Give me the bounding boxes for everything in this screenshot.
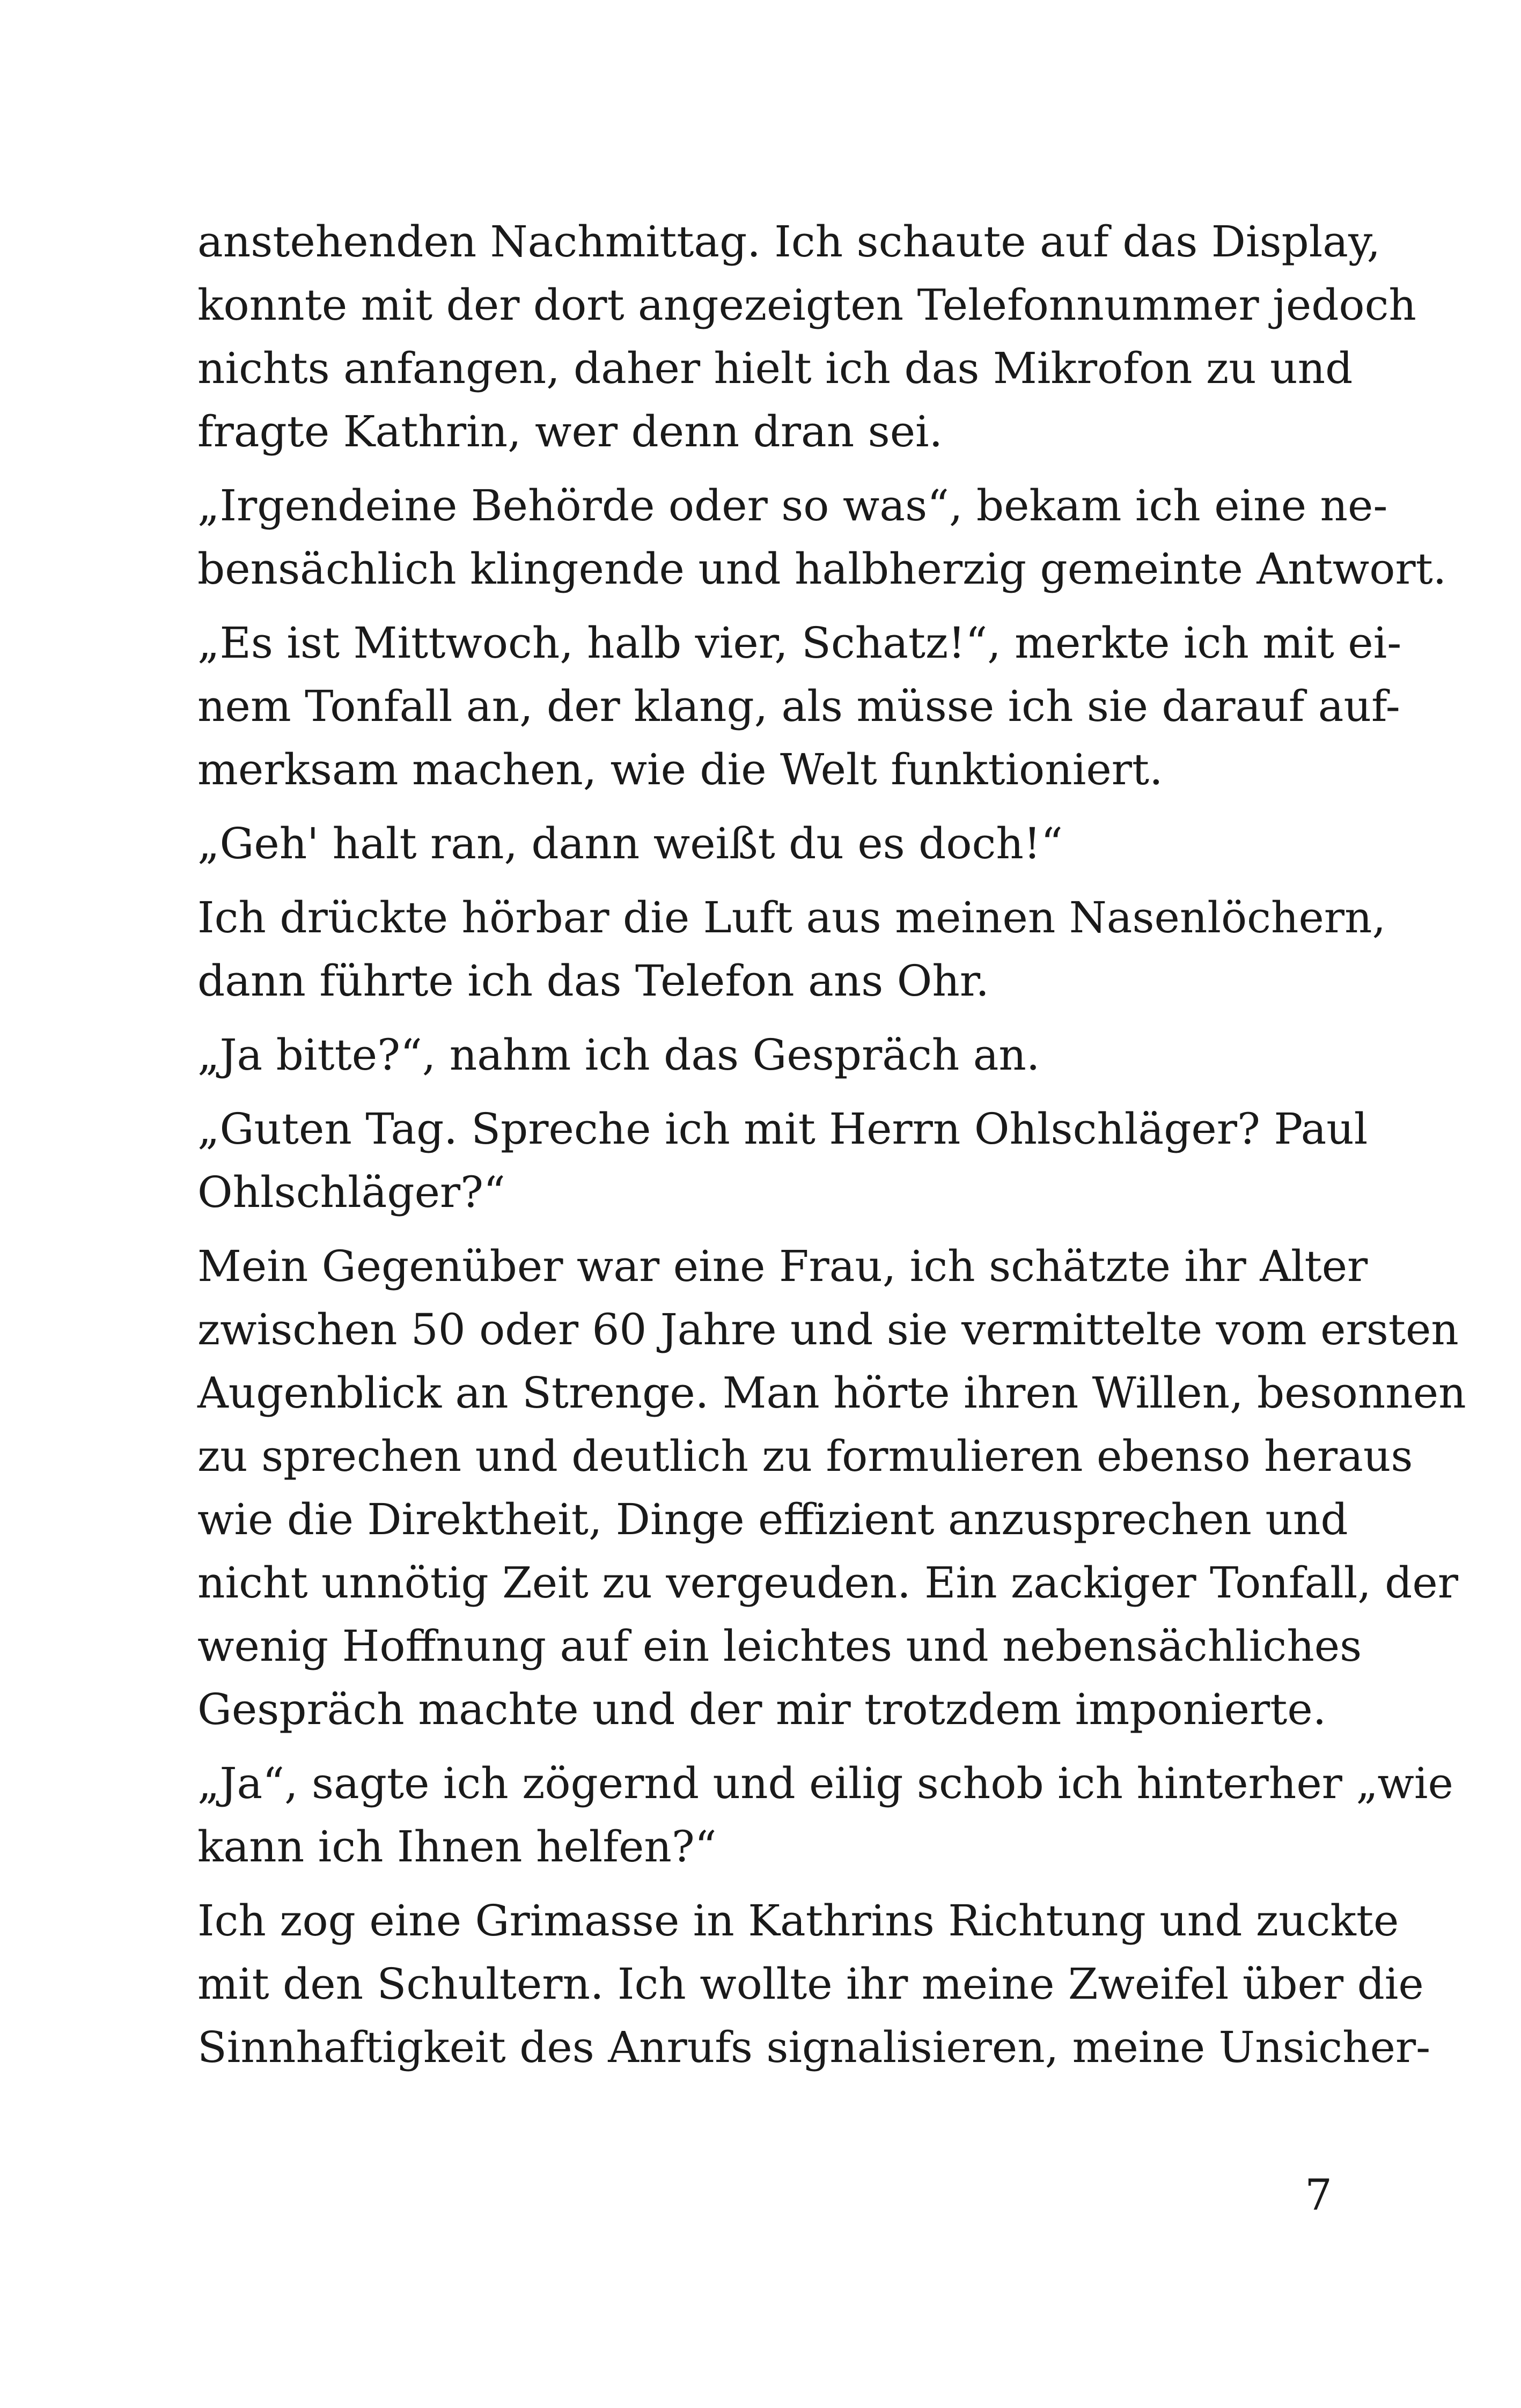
text-line: wenig Hoffnung auf ein leichtes und nebensächliches: [197, 1621, 1362, 1671]
paragraph: [197, 886, 1386, 1013]
text-line: konnte mit der dort angezeigten Telefonnummer jedoch: [197, 280, 1416, 330]
text-line: zu sprechen und deutlich zu formulieren ebenso heraus: [197, 1431, 1413, 1481]
paragraph: [197, 1235, 1466, 1741]
paragraph: [197, 1098, 1368, 1224]
paragraph: [197, 1752, 1453, 1879]
text-line: mit den Schultern. Ich wollte ihr meine Zweifel über die: [197, 1959, 1424, 2009]
text-line: kann ich Ihnen helfen?“: [197, 1822, 717, 1872]
text-line: zwischen 50 oder 60 Jahre und sie vermittelte vom ersten: [197, 1305, 1459, 1354]
paragraph: [197, 210, 1416, 463]
text-line: wie die Direktheit, Dinge effizient anzusprechen und: [197, 1494, 1348, 1544]
text-line: Ich zog eine Grimasse in Kathrins Richtung und zuckte: [197, 1896, 1399, 1946]
text-line: „Es ist Mittwoch, halb vier, Schatz!“, merkte ich mit ei-: [197, 618, 1402, 668]
paragraph: [197, 1023, 1332, 1087]
body-text: [197, 210, 1466, 2090]
paragraph: [197, 812, 1332, 875]
text-line: „Irgendeine Behörde oder so was“, bekam ich eine ne-: [197, 481, 1388, 531]
text-line: nichts anfangen, daher hielt ich das Mikrofon zu und: [197, 343, 1353, 393]
text-line: Sinnhaftigkeit des Anrufs signalisieren, meine Unsicher-: [197, 2022, 1431, 2072]
text-line: fragte Kathrin, wer denn dran sei.: [197, 407, 943, 456]
text-line: nem Tonfall an, der klang, als müsse ich sie darauf auf-: [197, 681, 1400, 731]
text-line: anstehenden Nachmittag. Ich schaute auf das Display,: [197, 217, 1380, 267]
paragraph: [197, 1889, 1431, 2079]
text-line: Gespräch machte und der mir trotzdem imponierte.: [197, 1684, 1327, 1734]
text-line: bensächlich klingende und halbherzig gemeinte Antwort.: [197, 544, 1447, 594]
text-line: Mein Gegenüber war eine Frau, ich schätzte ihr Alter: [197, 1241, 1368, 1291]
text-line: nicht unnötig Zeit zu vergeuden. Ein zackiger Tonfall, der: [197, 1558, 1458, 1608]
text-line: Ich drückte hörbar die Luft aus meinen Nasenlöchern,: [197, 893, 1386, 942]
text-line: Ohlschläger?“: [197, 1167, 505, 1217]
text-line: Augenblick an Strenge. Man hörte ihren Willen, besonnen: [197, 1368, 1466, 1418]
text-line: dann führte ich das Telefon ans Ohr.: [197, 956, 989, 1006]
text-line: merksam machen, wie die Welt funktioniert.: [197, 745, 1163, 794]
paragraph: [197, 612, 1402, 801]
paragraph: [197, 474, 1447, 601]
page-number: 7: [1305, 2170, 1332, 2220]
text-line: „Ja bitte?“, nahm ich das Gespräch an.: [197, 1030, 1040, 1080]
text-line: „Guten Tag. Spreche ich mit Herrn Ohlschläger? Paul: [197, 1104, 1368, 1154]
text-line: „Geh' halt ran, dann weißt du es doch!“: [197, 819, 1063, 868]
text-line: „Ja“, sagte ich zögernd und eilig schob ich hinterher „wie: [197, 1758, 1453, 1808]
